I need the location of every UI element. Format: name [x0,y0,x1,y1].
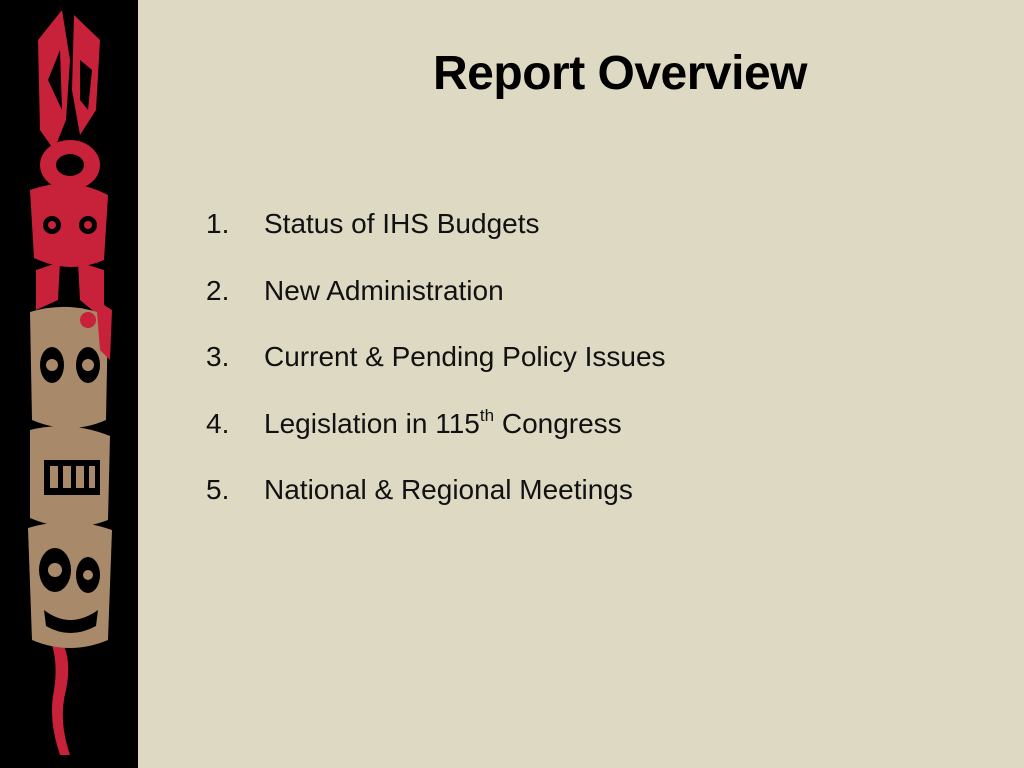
slide-title-text: Report Overview [433,47,807,100]
agenda-item [206,405,666,475]
slide-title [140,46,1024,101]
agenda-item-number: 4. [206,407,230,439]
agenda-item-text-suffix: Congress [494,407,622,439]
totem-panel [0,0,138,768]
agenda-item-number: 5. [206,474,230,505]
agenda-item-text: Status of IHS Budgets [264,208,540,239]
agenda-item-number: 2. [206,274,230,306]
agenda-item-text: Current & Pending Policy Issues [264,341,666,372]
agenda-item [206,275,666,342]
agenda-item [206,208,666,275]
agenda-item-number: 1. [206,208,230,239]
agenda-item-text: National & Regional Meetings [264,474,633,505]
agenda-item [206,341,666,408]
agenda-item-text: New Administration [264,274,504,306]
agenda-item-text-wrap [264,405,622,440]
ordinal-suffix: th [479,405,495,425]
agenda-list [206,208,666,541]
agenda-item-number: 3. [206,341,230,372]
totem-pole-art [0,0,138,768]
agenda-item-text: Legislation in 115 [264,407,480,439]
agenda-item [206,474,666,541]
